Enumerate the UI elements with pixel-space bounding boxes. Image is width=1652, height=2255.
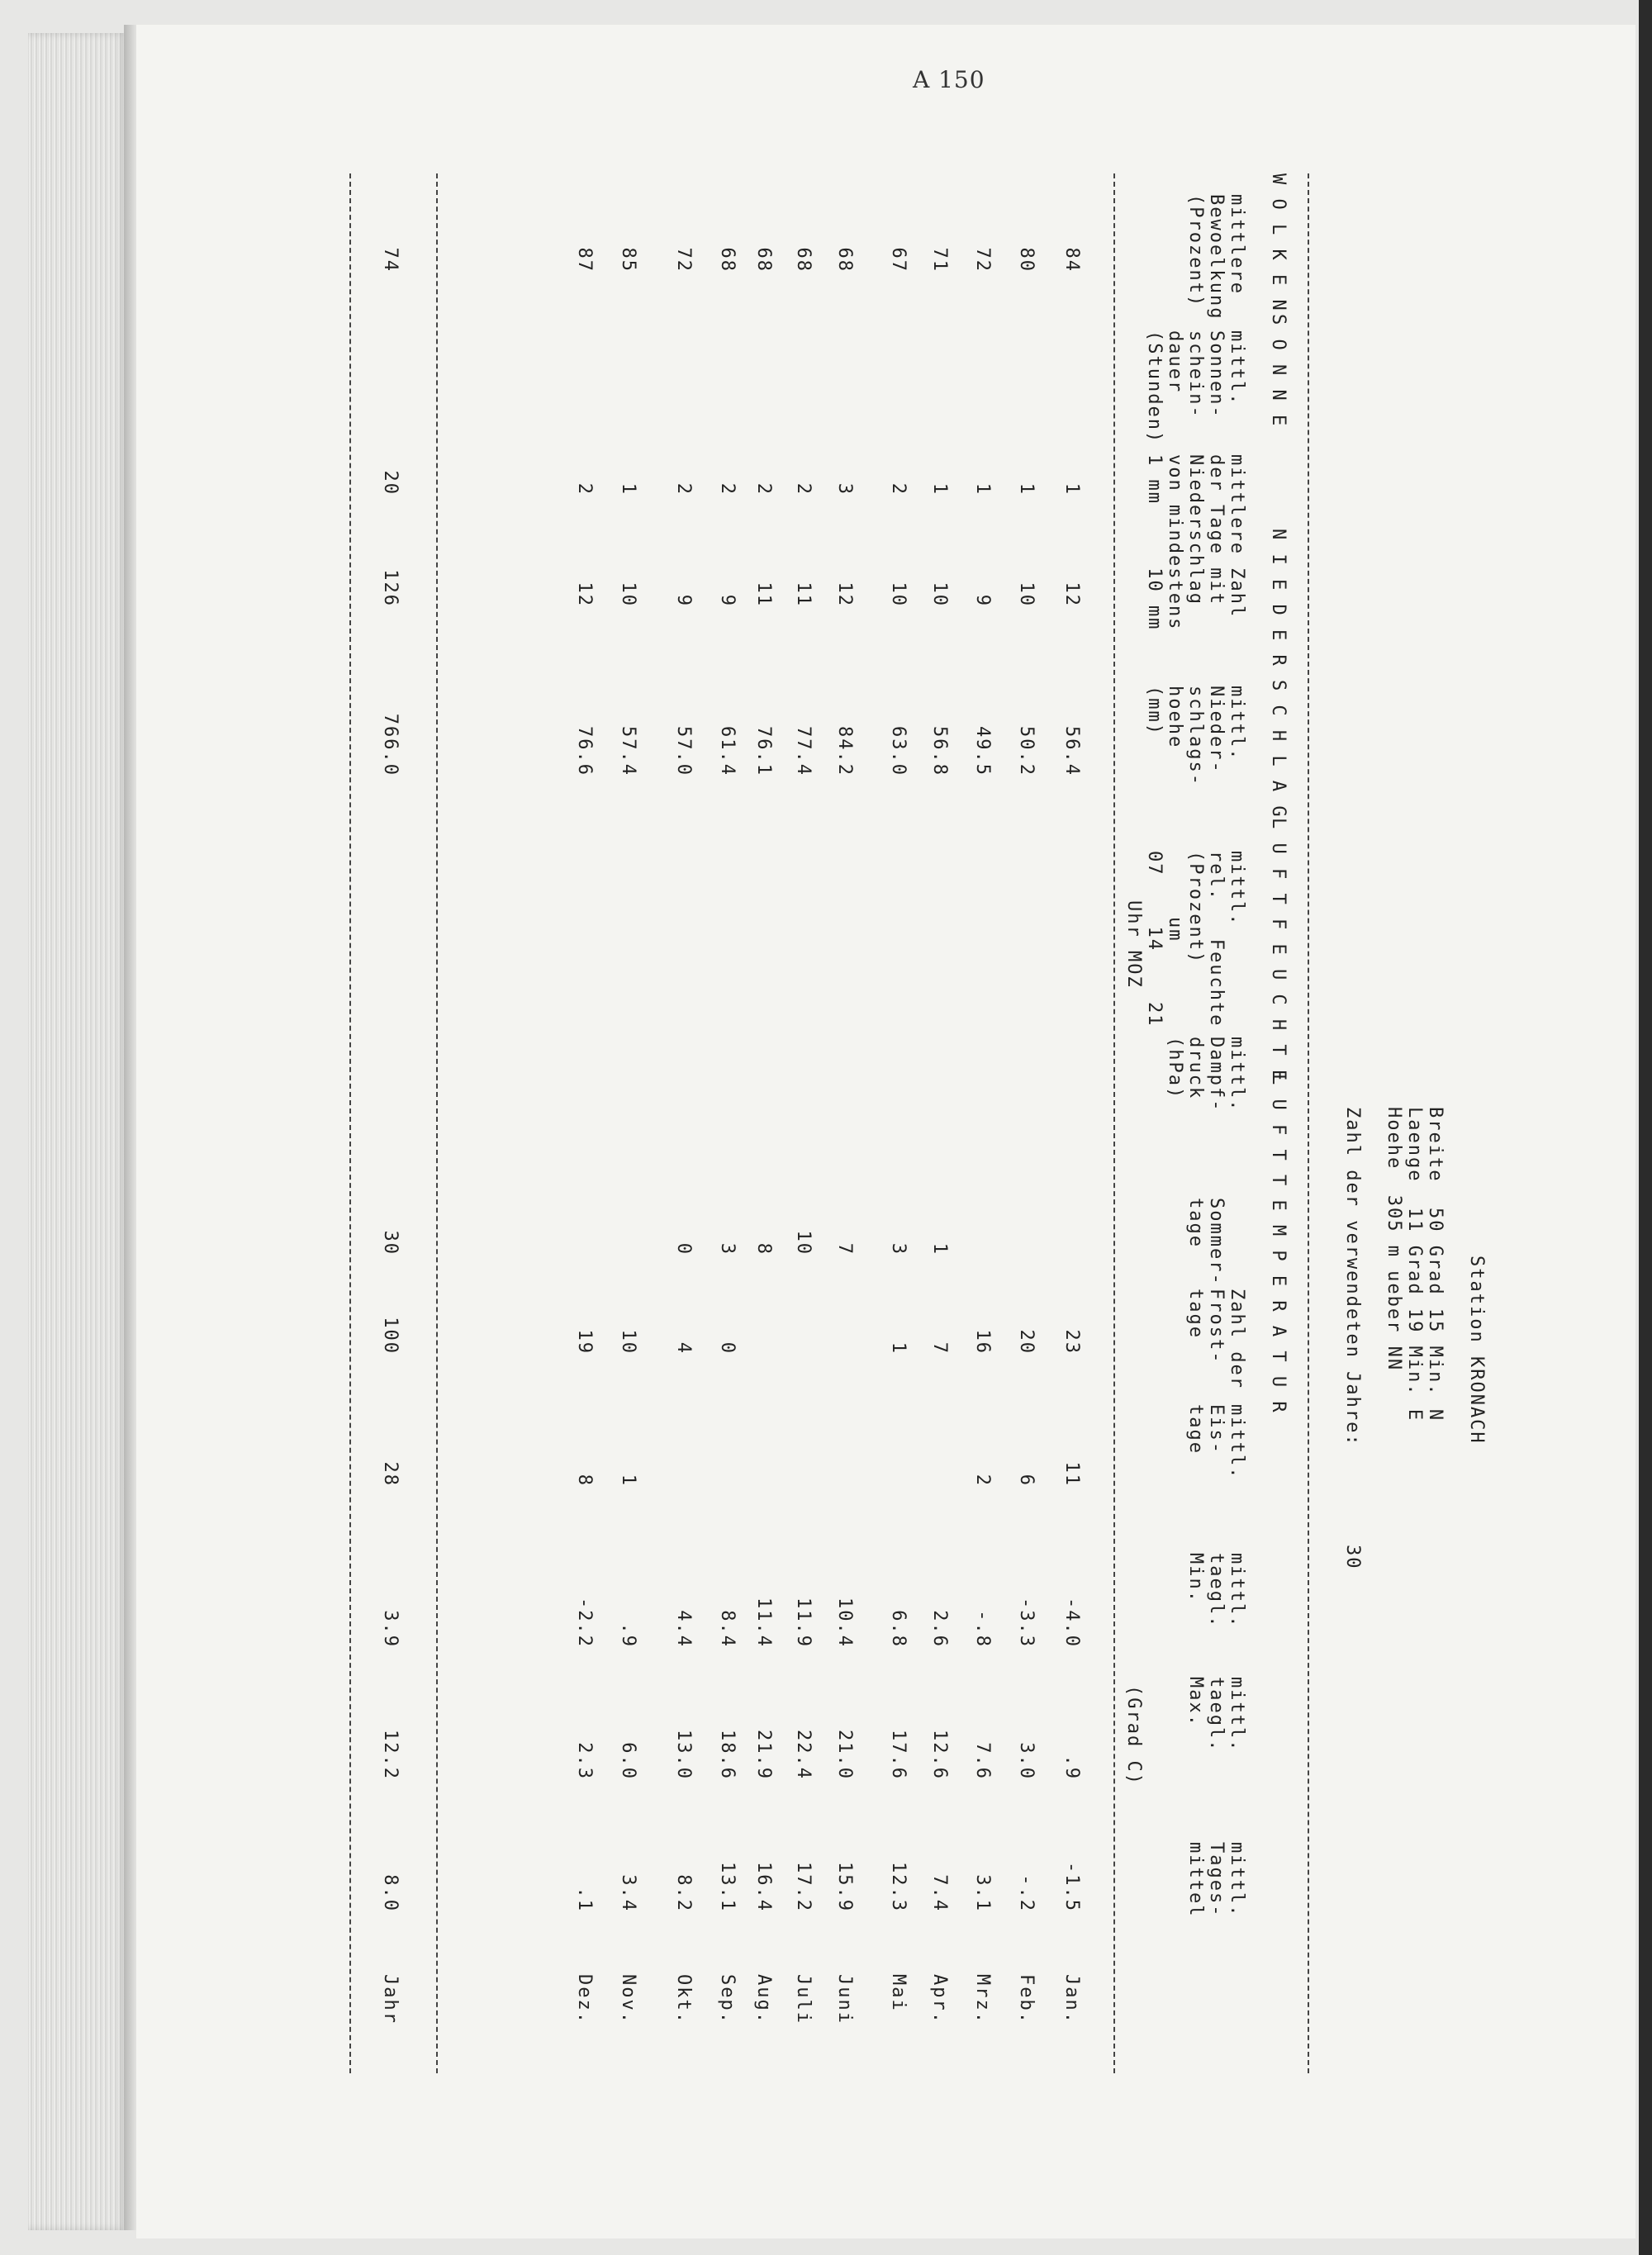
table-row-ns10: 2 xyxy=(793,482,814,496)
total-row-mittel: 8.0 xyxy=(380,1874,401,1912)
header-eistage: mittl. Eis- tage xyxy=(1185,1404,1247,1480)
table-row-ns1: 10 xyxy=(618,582,638,607)
total-row-ns10: 20 xyxy=(380,470,401,496)
table-row-ns10: 2 xyxy=(717,482,738,496)
table-row-wolken: 72 xyxy=(673,247,694,273)
table-row-ns1: 11 xyxy=(753,582,774,607)
table-row-mittel: 3.4 xyxy=(618,1874,638,1912)
station-altitude: Hoehe 305 m ueber NN xyxy=(1384,1107,1404,1372)
table-row-ns1: 10 xyxy=(888,582,909,607)
header-max: mittl. taegl. Max. xyxy=(1185,1677,1247,1753)
table-row-wolken: 68 xyxy=(717,247,738,273)
total-row-ns1: 126 xyxy=(380,569,401,607)
table-row-ns10: 2 xyxy=(753,482,774,496)
header-sommertage: Sommer- tage xyxy=(1185,1198,1227,1286)
divider-header xyxy=(1113,173,1115,2073)
table-row-wolken: 80 xyxy=(1016,247,1037,273)
table-row-frost: 10 xyxy=(618,1329,638,1355)
table-row-min: 2.6 xyxy=(929,1610,950,1648)
table-row-frost: 1 xyxy=(888,1341,909,1355)
table-row-max: 3.0 xyxy=(1016,1742,1037,1780)
table-row-sommer: 8 xyxy=(753,1242,774,1256)
table-row-eis: 2 xyxy=(972,1474,993,1487)
header-frosttage: Frost- tage xyxy=(1185,1289,1227,1365)
table-row-mittel: 3.1 xyxy=(972,1874,993,1912)
table-row-sommer: 3 xyxy=(888,1242,909,1256)
group-niederschlag: N I E D E R S C H L A G xyxy=(1268,529,1289,819)
table-row-eis: 11 xyxy=(1061,1461,1082,1487)
table-row-max: 7.6 xyxy=(972,1742,993,1780)
table-row-mittel: 17.2 xyxy=(793,1862,814,1912)
table-row-ns10: 1 xyxy=(1016,482,1037,496)
table-row-month: Juli xyxy=(793,1974,814,2025)
table-row-ns: 76.6 xyxy=(574,726,595,776)
table-row-ns1: 9 xyxy=(972,594,993,607)
table-row-ns1: 10 xyxy=(1016,582,1037,607)
table-row-mittel: -1.5 xyxy=(1061,1862,1082,1912)
divider-top xyxy=(1308,173,1309,2073)
table-row-ns10: 2 xyxy=(888,482,909,496)
table-row-ns1: 10 xyxy=(929,582,950,607)
total-row-ns: 766.0 xyxy=(380,713,401,776)
table-row-ns1: 9 xyxy=(673,594,694,607)
table-row-sommer: 0 xyxy=(673,1242,694,1256)
table-row-min: -.8 xyxy=(972,1610,993,1648)
station-longitude: Laenge 11 Grad 19 Min. E xyxy=(1404,1107,1425,1422)
table-row-sommer: 7 xyxy=(834,1242,855,1256)
table-row-month: Apr. xyxy=(929,1974,950,2025)
table-row-ns10: 1 xyxy=(972,482,993,496)
table-row-month: Juni xyxy=(834,1974,855,2025)
table-row-wolken: 84 xyxy=(1061,247,1082,273)
table-row-ns10: 1 xyxy=(618,482,638,496)
table-row-max: 6.0 xyxy=(618,1742,638,1780)
table-row-ns: 76.1 xyxy=(753,726,774,776)
header-tagesmittel: mittl. Tages- mittel xyxy=(1185,1842,1247,1918)
table-row-wolken: 67 xyxy=(888,247,909,273)
table-row-min: -2.2 xyxy=(574,1597,595,1648)
header-niederschlagshoehe: mittl. Nieder- schlags- hoehe (mm) xyxy=(1144,686,1247,786)
table-row-mittel: 15.9 xyxy=(834,1862,855,1912)
group-lufttemperatur: L U F T T E M P E R A T U R xyxy=(1268,1074,1289,1414)
table-row-ns: 56.8 xyxy=(929,726,950,776)
table-row-mittel: -.2 xyxy=(1016,1874,1037,1912)
table-row-mittel: 16.4 xyxy=(753,1862,774,1912)
book-edge xyxy=(28,33,127,2230)
table-row-frost: 19 xyxy=(574,1329,595,1355)
table-row-frost: 7 xyxy=(929,1341,950,1355)
climate-table xyxy=(339,173,1487,2073)
table-row-ns: 61.4 xyxy=(717,726,738,776)
table-row-ns: 57.4 xyxy=(618,726,638,776)
table-row-eis: 6 xyxy=(1016,1474,1037,1487)
table-row-min: 11.9 xyxy=(793,1597,814,1648)
table-row-min: 10.4 xyxy=(834,1597,855,1648)
table-row-month: Nov. xyxy=(618,1974,638,2025)
table-row-month: Dez. xyxy=(574,1974,595,2025)
table-row-wolken: 72 xyxy=(972,247,993,273)
table-row-max: 2.3 xyxy=(574,1742,595,1780)
table-row-wolken: 71 xyxy=(929,247,950,273)
total-row-eis: 28 xyxy=(380,1461,401,1487)
table-row-month: Mrz. xyxy=(972,1974,993,2025)
table-row-wolken: 68 xyxy=(793,247,814,273)
header-min: mittl. taegl. Min. xyxy=(1185,1553,1247,1629)
table-row-frost: 4 xyxy=(673,1341,694,1355)
table-row-ns10: 1 xyxy=(1061,482,1082,496)
table-row-month: Jan. xyxy=(1061,1974,1082,2025)
table-row-min: 8.4 xyxy=(717,1610,738,1648)
table-row-ns: 77.4 xyxy=(793,726,814,776)
table-row-mittel: 8.2 xyxy=(673,1874,694,1912)
table-row-frost: 0 xyxy=(717,1341,738,1355)
scan-border xyxy=(1639,0,1652,2255)
table-row-ns: 50.2 xyxy=(1016,726,1037,776)
table-row-sommer: 3 xyxy=(717,1242,738,1256)
header-tage-mit-niederschlag: mittlere Zahl der Tage mit Niederschlag von mindestens 1 mm 10 mm xyxy=(1144,454,1247,631)
table-row-wolken: 68 xyxy=(753,247,774,273)
table-row-max: 13.0 xyxy=(673,1730,694,1780)
total-row-wolken: 74 xyxy=(380,247,401,273)
table-row-max: 21.0 xyxy=(834,1730,855,1780)
table-row-frost: 23 xyxy=(1061,1329,1082,1355)
table-row-ns1: 9 xyxy=(717,594,738,607)
table-row-sommer: 1 xyxy=(929,1242,950,1256)
table-row-min: -4.0 xyxy=(1061,1597,1082,1648)
page-number: A 150 xyxy=(913,66,985,93)
header-zahl-der: Zahl der xyxy=(1227,1289,1247,1389)
group-wolken: W O L K E N xyxy=(1268,173,1289,312)
group-luftfeuchte: L U F T F E U C H T E xyxy=(1268,818,1289,1083)
total-row-max: 12.2 xyxy=(380,1730,401,1780)
station-title: Station KRONACH xyxy=(1466,1256,1487,1445)
table-row-max: .9 xyxy=(1061,1754,1082,1780)
table-row-min: -3.3 xyxy=(1016,1597,1037,1648)
table-row-eis: 8 xyxy=(574,1474,595,1487)
table-row-month: Aug. xyxy=(753,1974,774,2025)
table-row-max: 18.6 xyxy=(717,1730,738,1780)
table-row-ns: 49.5 xyxy=(972,726,993,776)
table-row-ns1: 11 xyxy=(793,582,814,607)
header-sonnenscheindauer: mittl. Sonnen- schein- dauer (Stunden) xyxy=(1144,330,1247,444)
table-row-wolken: 87 xyxy=(574,247,595,273)
header-dampfdruck: mittl. Dampf- druck (hPa) xyxy=(1165,1037,1247,1113)
table-row-max: 12.6 xyxy=(929,1730,950,1780)
table-row-ns10: 2 xyxy=(574,482,595,496)
table-row-ns1: 12 xyxy=(574,582,595,607)
table-row-eis: 1 xyxy=(618,1474,638,1487)
group-sonne: S O N N E xyxy=(1268,314,1289,428)
table-row-frost: 16 xyxy=(972,1329,993,1355)
divider-bottom xyxy=(349,173,351,2073)
table-row-mittel: 7.4 xyxy=(929,1874,950,1912)
table-row-ns1: 12 xyxy=(834,582,855,607)
table-row-month: Okt. xyxy=(673,1974,694,2025)
table-row-ns10: 3 xyxy=(834,482,855,496)
header-bewoelkung: mittlere Bewoelkung (Prozent) xyxy=(1185,194,1247,320)
table-row-ns10: 1 xyxy=(929,482,950,496)
table-row-ns: 57.0 xyxy=(673,726,694,776)
table-row-ns: 56.4 xyxy=(1061,726,1082,776)
years-value: 30 xyxy=(1342,1545,1363,1570)
table-row-month: Feb. xyxy=(1016,1974,1037,2025)
table-row-month: Mai xyxy=(888,1974,909,2012)
table-row-min: 11.4 xyxy=(753,1597,774,1648)
table-row-ns: 63.0 xyxy=(888,726,909,776)
table-row-max: 21.9 xyxy=(753,1730,774,1780)
table-row-month: Sep. xyxy=(717,1974,738,2025)
total-row-month: Jahr xyxy=(380,1974,401,2025)
table-row-wolken: 68 xyxy=(834,247,855,273)
table-row-ns: 84.2 xyxy=(834,726,855,776)
table-row-max: 22.4 xyxy=(793,1730,814,1780)
table-row-max: 17.6 xyxy=(888,1730,909,1780)
header-rel-feuchte: mittl. rel. Feuchte (Prozent) um 07 14 21 Uhr MOZ xyxy=(1123,851,1247,1028)
table-row-ns10: 2 xyxy=(673,482,694,496)
total-row-sommer: 30 xyxy=(380,1230,401,1256)
table-row-min: 4.4 xyxy=(673,1610,694,1648)
table-row-sommer: 10 xyxy=(793,1230,814,1256)
table-row-ns1: 12 xyxy=(1061,582,1082,607)
total-row-frost: 100 xyxy=(380,1317,401,1355)
table-row-mittel: 13.1 xyxy=(717,1862,738,1912)
table-row-min: .9 xyxy=(618,1622,638,1648)
table-row-mittel: .1 xyxy=(574,1887,595,1912)
header-grad-c: (Grad C) xyxy=(1123,1685,1144,1786)
divider-before-total xyxy=(436,173,438,2073)
table-row-frost: 20 xyxy=(1016,1329,1037,1355)
total-row-min: 3.9 xyxy=(380,1610,401,1648)
station-latitude: Breite 50 Grad 15 Min. N xyxy=(1425,1107,1446,1422)
table-row-min: 6.8 xyxy=(888,1610,909,1648)
table-row-wolken: 85 xyxy=(618,247,638,273)
years-label: Zahl der verwendeten Jahre: xyxy=(1342,1107,1363,1447)
table-row-mittel: 12.3 xyxy=(888,1862,909,1912)
